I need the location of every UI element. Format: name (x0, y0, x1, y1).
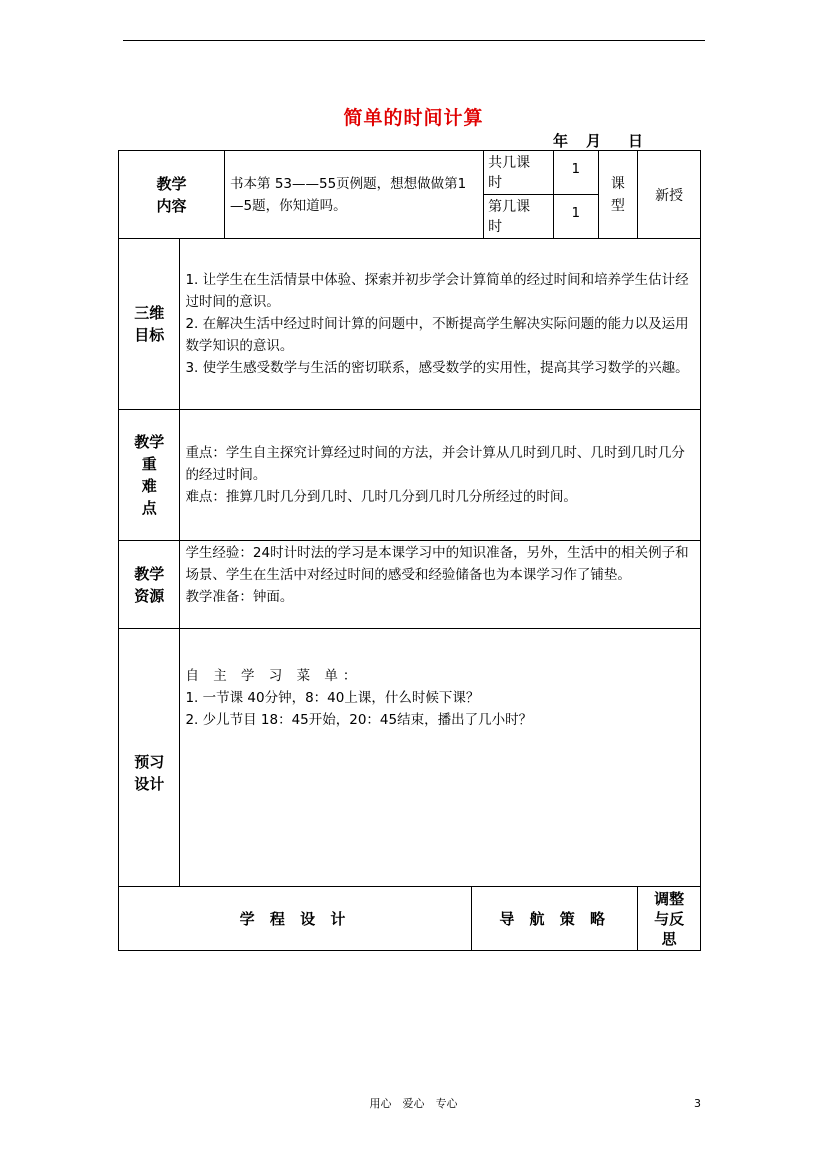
navigation-strategy-header: 导 航 策 略 (472, 887, 638, 951)
process-design-header: 学 程 设 计 (119, 887, 472, 951)
resources-text (180, 541, 701, 629)
objectives-label: 三维 目标 (119, 239, 180, 410)
preview-row (119, 629, 701, 887)
footer-motto: 用心 爱心 专心 (369, 1097, 458, 1110)
date-month-label: 月 (586, 132, 602, 150)
preview-content (180, 629, 701, 887)
key-point-item: 重点：学生自主探究计算经过时间的方法，并会计算从几时到几时、几时到几时几分的经过时间。 (185, 445, 685, 483)
key-points-text (180, 410, 701, 541)
objectives-text (180, 239, 701, 410)
period-number-label: 第几课 时 (484, 195, 554, 239)
page-number: 3 (694, 1097, 701, 1110)
difficult-point-item: 难点：推算几时几分到几时、几时几分到几时几分所经过的时间。 (185, 489, 577, 505)
preview-item: 2. 少儿节目 18：45开始，20：45结束，播出了几小时？ (185, 712, 533, 728)
preview-label: 预习 设计 (119, 629, 180, 887)
key-points-label: 教学 重 难 点 (119, 410, 180, 541)
objective-item: 1. 让学生在生活情景中体验、探索并初步学会计算简单的经过时间和培养学生估计经过时间的意识。 (185, 272, 689, 310)
key-points-row (119, 410, 701, 541)
lesson-plan-table (118, 150, 701, 951)
resources-row (119, 541, 701, 629)
preview-item: 1. 一节课 40分钟，8：40上课，什么时候下课？ (185, 690, 480, 706)
lesson-type-label: 课 型 (598, 151, 638, 239)
preview-heading: 自 主 学 习 菜 单： (185, 668, 362, 684)
total-periods-value: 1 (553, 151, 598, 195)
resources-preparation: 教学准备：钟面。 (185, 589, 294, 605)
process-header-row (119, 887, 701, 951)
content-row-1 (119, 151, 701, 195)
reflection-header: 调整 与反 思 (638, 887, 701, 951)
date-day-label: 日 (628, 132, 644, 150)
page-title: 简单的时间计算 (343, 107, 484, 129)
total-periods-label: 共几课 时 (484, 151, 554, 195)
objective-item: 3. 使学生感受数学与生活的密切联系，感受数学的实用性，提高其学习数学的兴趣。 (185, 360, 689, 376)
period-number-value: 1 (553, 195, 598, 239)
content-label: 教学 内容 (119, 151, 225, 239)
header-rule (123, 40, 705, 41)
lesson-type-value: 新授 (638, 151, 701, 239)
objectives-row (119, 239, 701, 410)
resources-label: 教学 资源 (119, 541, 180, 629)
content-text: 书本第 53——55页例题，想想做做第1—5题，你知道吗。 (225, 151, 484, 239)
resources-experience: 学生经验：24时计时法的学习是本课学习中的知识准备，另外，生活中的相关例子和场景、学生在生活中对经过时间的感受和经验储备也为本课学习作了铺垫。 (185, 545, 689, 583)
date-year-label: 年 (553, 132, 569, 150)
objective-item: 2. 在解决生活中经过时间计算的问题中，不断提高学生解决实际问题的能力以及运用数学知识的意识。 (185, 316, 689, 354)
